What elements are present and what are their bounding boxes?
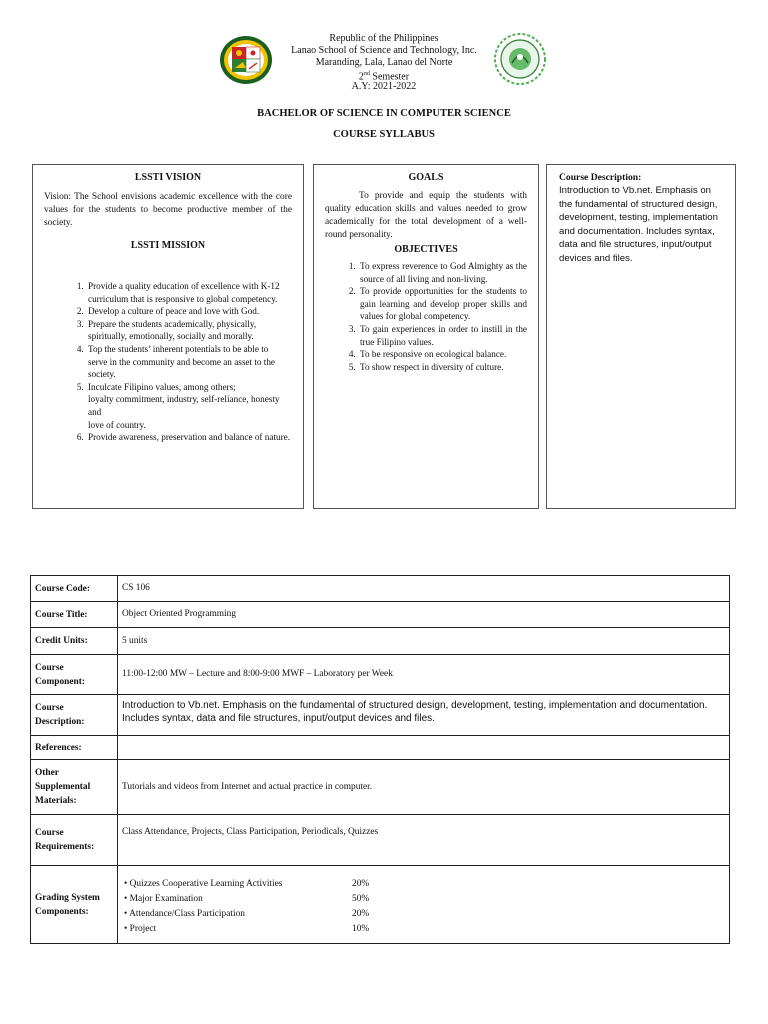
grading-item — [124, 877, 725, 892]
course-code-label: Course Code: — [31, 576, 118, 602]
course-component-label: Course Component: — [31, 655, 118, 695]
table-row — [31, 576, 730, 602]
course-description-box — [546, 164, 736, 509]
course-requirements-value: Class Attendance, Projects, Class Participation, Periodicals, Quizzes — [118, 815, 730, 866]
course-description-text: Introduction to Vb.net. Emphasis on the fundamental of structured design, development, testing, implementation and documentation. Includes syntax, data and file structures, input/output devices and files. — [559, 185, 718, 264]
course-title-value: Object Oriented Programming — [118, 602, 730, 628]
objective-item: 1. To express reverence to God Almighty as the source of all living and non-living. — [358, 260, 527, 285]
header-country: Republic of the Philippines — [329, 33, 439, 44]
header-address: Maranding, Lala, Lanao del Norte — [315, 57, 453, 68]
goals-heading: GOALS — [408, 172, 444, 183]
table-row — [31, 866, 730, 944]
mission-item-text: 4. Top the students’ inherent potentials to be able to — [88, 343, 269, 354]
course-title-label: Course Title: — [31, 602, 118, 628]
objective-item: 4. To be responsive on ecological balance. — [358, 348, 527, 361]
vision-text: Vision: The School envisions academic excellence with the core values for the students to become productive member of the society. — [44, 192, 292, 228]
course-component-value: 11:00-12:00 MW – Lecture and 8:00-9:00 MWF – Laboratory per Week — [118, 655, 730, 695]
table-row — [31, 736, 730, 760]
supplemental-materials-label: Other Supplemental Materials: — [31, 760, 118, 815]
mission-item-text: 6. Provide awareness, preservation and balance of nature. — [88, 432, 291, 443]
mission-item — [86, 431, 292, 444]
objective-item: 3. To gain experiences in order to instill in the true Filipino values. — [358, 323, 527, 348]
mission-item-text: loyalty commitment, industry, self-reliance, honesty and — [88, 394, 280, 417]
mission-item — [86, 343, 292, 381]
course-info-table — [30, 575, 730, 944]
mission-item-text: serve in the community and become an asset to the society. — [88, 356, 276, 380]
semester-word: Semester — [369, 71, 410, 83]
grading-item-name: • Major Examination — [124, 893, 203, 904]
header-academic-year: A.Y: 2021-2022 — [351, 81, 417, 92]
grading-item-name: • Attendance/Class Participation — [124, 908, 245, 919]
grading-item — [124, 922, 725, 937]
grading-system-value — [118, 866, 730, 944]
mission-item-text: 5. Inculcate Filipino values, among others; — [88, 381, 236, 392]
course-description-label: Course Description: — [31, 695, 118, 736]
mission-item-text: 2. Develop a culture of peace and love with God. — [88, 306, 260, 317]
course-description-heading: Course Description: — [559, 172, 642, 183]
mission-item-text: 3. Prepare the students academically, physically, spiritually, emotionally, socially and morally. — [88, 318, 257, 342]
mission-item — [86, 381, 292, 431]
program-title: BACHELOR OF SCIENCE IN COMPUTER SCIENCE — [257, 108, 511, 119]
grading-item-weight: 10% — [352, 923, 370, 934]
mission-list — [44, 280, 292, 444]
grading-item — [124, 907, 725, 922]
objectives-list — [325, 260, 527, 373]
course-description-value: Introduction to Vb.net. Emphasis on the fundamental of structured design, development, testing, implementation and documentation. Includes syntax, data and file structures, input/output devices and files. — [118, 695, 730, 736]
grading-item — [124, 892, 725, 907]
header-school-name: Lanao School of Science and Technology, Inc. — [291, 45, 477, 56]
objective-item: 2. To provide opportunities for the students to gain learning and develop proper skills and values for global competency. — [358, 285, 527, 323]
mission-item — [86, 318, 292, 343]
goals-objectives-box — [313, 164, 539, 509]
table-row — [31, 695, 730, 736]
grading-item-name: • Quizzes Cooperative Learning Activities — [124, 878, 283, 889]
mission-heading: LSSTI MISSION — [130, 240, 206, 251]
grading-item-weight: 20% — [352, 878, 370, 889]
references-value — [118, 736, 730, 760]
document-title: COURSE SYLLABUS — [333, 129, 435, 140]
table-row — [31, 628, 730, 655]
vision-mission-box — [32, 164, 304, 509]
semester-suffix: nd — [363, 71, 370, 77]
goals-text: To provide and equip the students with quality education skills and values needed to grow academically for the total development of a well-round personality. — [325, 191, 527, 240]
grading-list — [124, 877, 725, 937]
course-code-value: CS 106 — [118, 576, 730, 602]
grading-item-name: • Project — [124, 923, 157, 934]
grading-item-weight: 50% — [352, 893, 370, 904]
vision-heading: LSSTI VISION — [134, 172, 202, 183]
credit-units-label: Credit Units: — [31, 628, 118, 655]
grading-system-label: Grading System Components: — [31, 866, 118, 944]
objectives-heading: OBJECTIVES — [394, 244, 458, 255]
mission-item — [86, 280, 292, 305]
course-requirements-label: Course Requirements: — [31, 815, 118, 866]
table-row — [31, 602, 730, 628]
table-row — [31, 655, 730, 695]
credit-units-value: 5 units — [118, 628, 730, 655]
table-row — [31, 815, 730, 866]
semester-number: 2 — [358, 71, 364, 83]
references-label: References: — [31, 736, 118, 760]
table-row — [31, 760, 730, 815]
supplemental-materials-value: Tutorials and videos from Internet and actual practice in computer. — [118, 760, 730, 815]
grading-item-weight: 20% — [352, 908, 370, 919]
mission-item-text: love of country. — [88, 419, 146, 430]
mission-item-text: 1. Provide a quality education of excellence with K-12 curriculum that is responsive to global competency. — [88, 281, 280, 304]
mission-item — [86, 305, 292, 318]
objective-item: 5. To show respect in diversity of culture. — [358, 361, 527, 374]
